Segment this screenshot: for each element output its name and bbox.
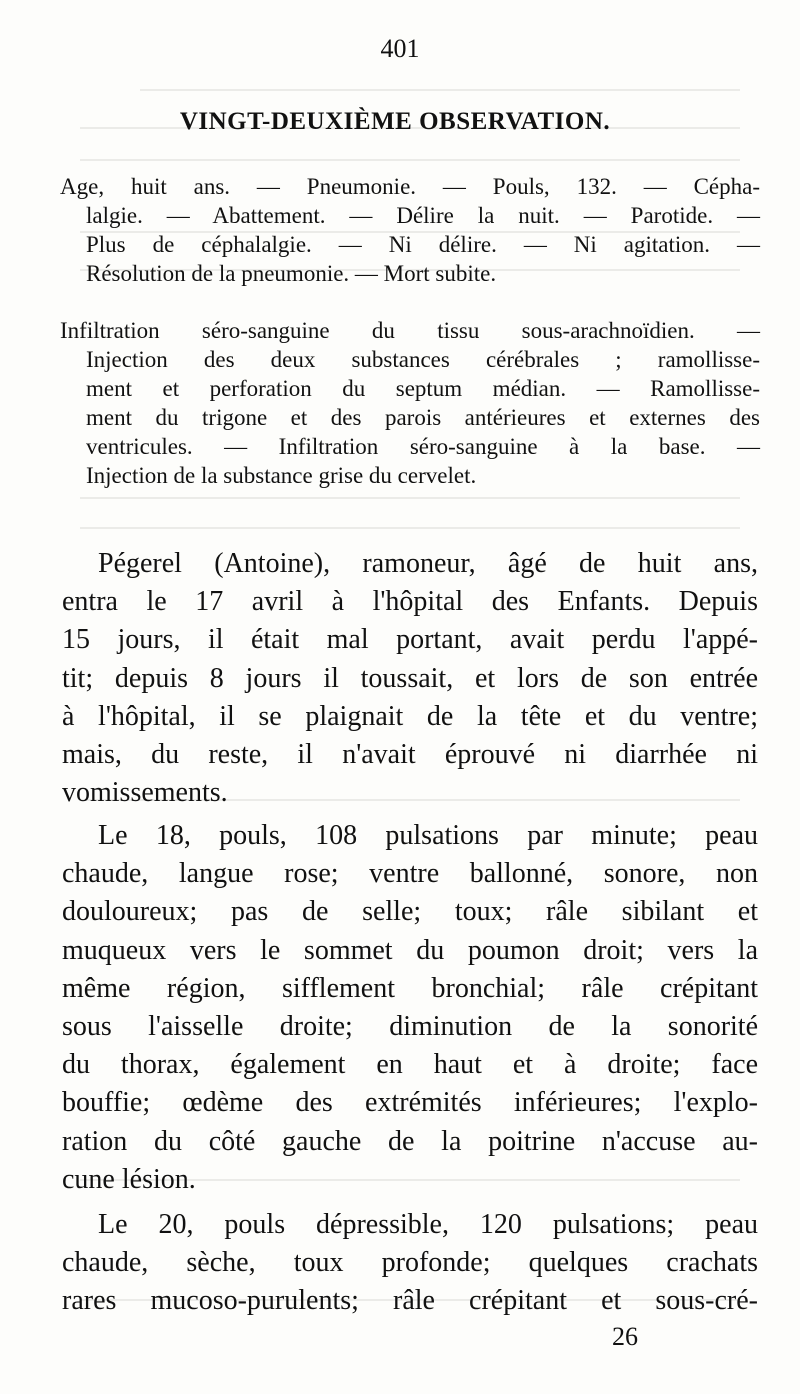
body-line: douloureux; pas de selle; toux; râle sibilant et	[62, 896, 758, 928]
summary-line: Injection des deux substances cérébrales ; ramollisse-	[86, 347, 760, 372]
summary-line: Plus de céphalalgie. — Ni délire. — Ni agitation. —	[86, 232, 760, 257]
body-line: du thorax, également en haut et à droite; face	[62, 1049, 758, 1081]
autopsy-summary	[60, 316, 760, 490]
summary-line: ventricules. — Infiltration séro-sanguine à la base. —	[86, 434, 760, 459]
body-line: ration du côté gauche de la poitrine n'accuse au-	[62, 1125, 758, 1157]
paragraph-day-20	[62, 1206, 758, 1321]
body-line: même région, sifflement bronchial; râle crépitant	[62, 972, 758, 1004]
body-line: cune lésion.	[62, 1163, 196, 1195]
body-line: vomissements.	[62, 777, 228, 809]
body-line: bouffie; œdème des extrémités inférieures; l'explo-	[62, 1087, 758, 1119]
summary-line: ment et perforation du septum médian. — Ramollisse-	[86, 376, 760, 401]
body-line: sous l'aisselle droite; diminution de la sonorité	[62, 1011, 758, 1043]
body-line: tit; depuis 8 jours il toussait, et lors de son entrée	[62, 662, 758, 694]
body-line: 15 jours, il était mal portant, avait perdu l'appé-	[62, 624, 758, 656]
summary-line: lalgie. — Abattement. — Délire la nuit. — Parotide. —	[86, 203, 760, 228]
signature-mark: 26	[612, 1322, 638, 1351]
paragraph-day-18	[62, 817, 758, 1199]
summary-line: Résolution de la pneumonie. — Mort subite.	[86, 261, 497, 286]
body-line: chaude, sèche, toux profonde; quelques crachats	[62, 1247, 758, 1279]
summary-line: Age, huit ans. — Pneumonie. — Pouls, 132. — Cépha-	[60, 174, 760, 199]
observation-summary	[60, 172, 760, 288]
body-line: Le 18, pouls, 108 pulsations par minute; peau	[98, 820, 758, 851]
body-line: rares mucoso-purulents; râle crépitant et sous-cré-	[62, 1285, 758, 1317]
body-line: mais, du reste, il n'avait éprouvé ni diarrhée ni	[62, 739, 758, 771]
page-number: 401	[380, 34, 420, 63]
body-line: à l'hôpital, il se plaignait de la tête et du ventre;	[62, 700, 758, 732]
paragraph-patient-history	[62, 545, 758, 812]
summary-line: ment du trigone et des parois antérieures et externes des	[86, 405, 760, 430]
observation-title: VINGT-DEUXIÈME OBSERVATION.	[179, 108, 611, 135]
body-line: muqueux vers le sommet du poumon droit; vers la	[62, 934, 758, 966]
body-line: chaude, langue rose; ventre ballonné, sonore, non	[62, 858, 758, 890]
body-line: Pégerel (Antoine), ramoneur, âgé de huit ans,	[98, 548, 758, 579]
summary-line: Injection de la substance grise du cervelet.	[86, 463, 477, 488]
summary-line: Infiltration séro-sanguine du tissu sous-arachnoïdien. —	[60, 318, 760, 343]
body-line: entra le 17 avril à l'hôpital des Enfants. Depuis	[62, 586, 758, 618]
body-line: Le 20, pouls dépressible, 120 pulsations; peau	[98, 1209, 758, 1240]
